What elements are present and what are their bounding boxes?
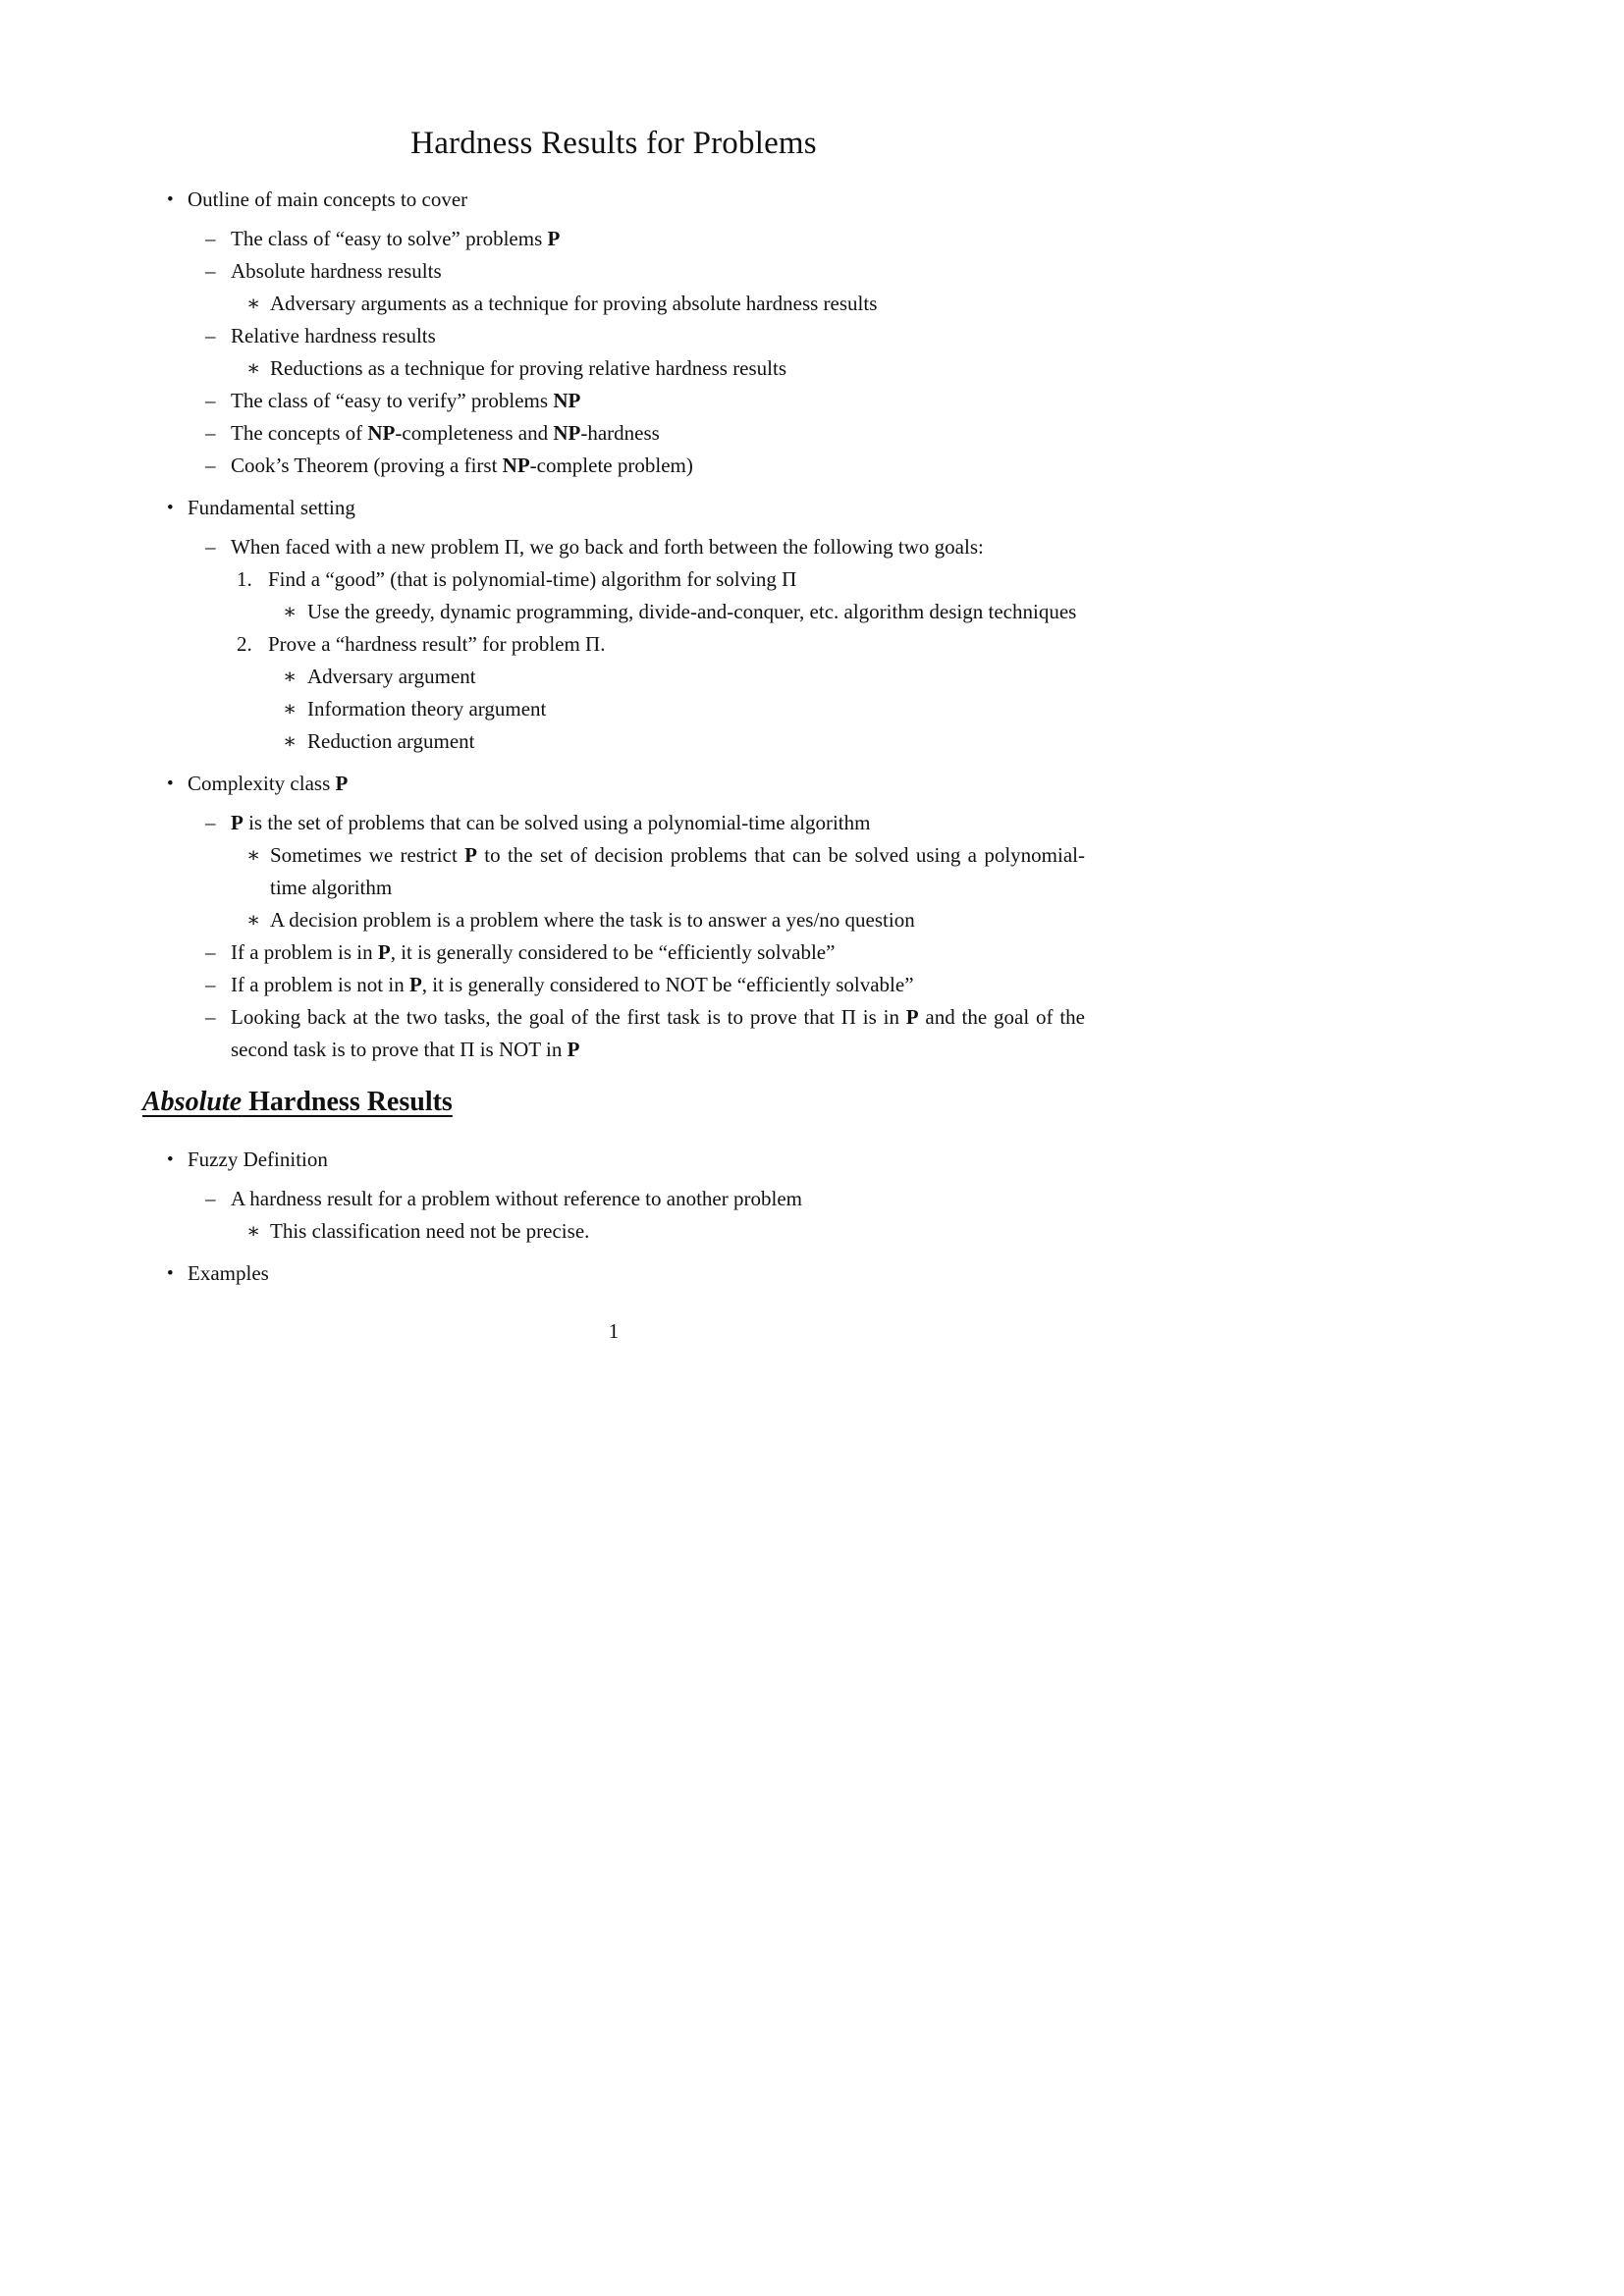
text-segment: Fuzzy Definition (188, 1148, 328, 1171)
list-item (142, 1257, 1085, 1290)
dash-marker: – (205, 421, 216, 445)
item-text (231, 259, 442, 283)
list-item (142, 807, 1085, 839)
text-segment: Information theory argument (307, 697, 547, 721)
page-number: 1 (608, 1319, 620, 1343)
list-item (142, 1183, 1085, 1215)
dash-marker: – (205, 454, 216, 477)
item-text (188, 496, 355, 519)
text-segment: When faced with a new problem Π, we go back and forth between the following two goals: (231, 535, 984, 559)
text-segment: P (231, 811, 244, 834)
text-segment: Relative hardness results (231, 324, 436, 347)
item-number: 2. (237, 632, 252, 656)
dash-marker: – (205, 973, 216, 996)
item-text (270, 292, 877, 315)
bullet-marker: • (167, 498, 174, 518)
text-segment: Find a “good” (that is polynomial-time) algorithm for solving Π (268, 567, 797, 591)
text-segment: Use the greedy, dynamic programming, divide-and-conquer, etc. algorithm design techniques (307, 600, 1077, 623)
item-text (231, 940, 835, 964)
list-item (142, 184, 1085, 216)
text-segment: A hardness result for a problem without reference to another problem (231, 1187, 802, 1210)
dash-marker: – (205, 324, 216, 347)
list-item (142, 936, 1085, 969)
list-item (142, 492, 1085, 524)
text-segment: The concepts of (231, 421, 368, 445)
text-segment: is the set of problems that can be solved using a polynomial-time algorithm (243, 811, 871, 834)
list-item (142, 1215, 1085, 1248)
text-segment: , it is generally considered to NOT be “efficiently solvable” (421, 973, 914, 996)
list-item (142, 1144, 1085, 1176)
item-text (270, 356, 786, 380)
item-text (270, 1219, 589, 1243)
dash-marker: – (205, 227, 216, 250)
item-text (307, 729, 475, 753)
text-segment: and the goal of the second task is to prove that Π is NOT in (231, 1005, 1085, 1061)
item-text (307, 665, 476, 688)
dash-marker: – (205, 535, 216, 559)
text-segment: Adversary argument (307, 665, 476, 688)
list-item (142, 223, 1085, 255)
item-text (231, 1005, 1085, 1061)
text-segment: Looking back at the two tasks, the goal of the first task is to prove that Π is in (231, 1005, 906, 1029)
item-text (231, 973, 914, 996)
item-text (270, 843, 1085, 899)
item-text (231, 535, 984, 559)
text-segment: Examples (188, 1261, 269, 1285)
text-segment: NP (502, 454, 530, 477)
list-item (142, 288, 1085, 320)
dash-marker: – (205, 259, 216, 283)
text-segment: P (567, 1038, 580, 1061)
section-heading (142, 1086, 1085, 1118)
text-segment: Absolute hardness results (231, 259, 442, 283)
dash-marker: – (205, 940, 216, 964)
text-segment: -hardness (580, 421, 660, 445)
text-segment: The class of “easy to solve” problems (231, 227, 548, 250)
text-segment: -completeness and (395, 421, 554, 445)
text-segment: Prove a “hardness result” for problem Π. (268, 632, 606, 656)
item-text (231, 454, 693, 477)
list-item (142, 255, 1085, 288)
text-segment: P (377, 940, 391, 964)
text-segment: P (905, 1005, 919, 1029)
text-segment: If a problem is not in (231, 973, 409, 996)
item-text (268, 567, 796, 591)
text-segment: Outline of main concepts to cover (188, 187, 468, 211)
asterisk-marker: ∗ (246, 356, 261, 380)
text-segment: P (464, 843, 477, 867)
text-segment: Reductions as a technique for proving relative hardness results (270, 356, 787, 380)
list-item (142, 725, 1085, 758)
list-item (142, 531, 1085, 563)
asterisk-marker: ∗ (283, 600, 298, 623)
bullet-marker: • (167, 774, 174, 794)
asterisk-marker: ∗ (246, 292, 261, 315)
asterisk-marker: ∗ (283, 697, 298, 721)
list-item (142, 839, 1085, 904)
text-segment: -complete problem) (529, 454, 693, 477)
text-segment: P (408, 973, 422, 996)
text-segment: Hardness Results (242, 1087, 453, 1117)
text-segment: The class of “easy to verify” problems (231, 389, 554, 412)
list-item (142, 417, 1085, 450)
text-segment: , it is generally considered to be “efficiently solvable” (390, 940, 836, 964)
list-item (142, 385, 1085, 417)
item-text (188, 1148, 328, 1171)
text-segment: Sometimes we restrict (270, 843, 465, 867)
list-item (142, 904, 1085, 936)
bullet-marker: • (167, 189, 174, 210)
item-text (307, 600, 1076, 623)
text-segment: P (547, 227, 561, 250)
asterisk-marker: ∗ (283, 729, 298, 753)
text-segment: If a problem is in (231, 940, 378, 964)
text-segment: P (335, 772, 349, 795)
item-text (307, 697, 546, 721)
text-segment: Fundamental setting (188, 496, 355, 519)
asterisk-marker: ∗ (283, 665, 298, 688)
item-text (188, 1261, 269, 1285)
text-segment: NP (553, 421, 581, 445)
text-segment: NP (367, 421, 396, 445)
list-item (142, 563, 1085, 596)
item-text (231, 811, 870, 834)
item-text (231, 324, 436, 347)
list-item (142, 596, 1085, 628)
text-segment: Adversary arguments as a technique for proving absolute hardness results (270, 292, 878, 315)
list-item (142, 661, 1085, 693)
dash-marker: – (205, 1187, 216, 1210)
list-item (142, 768, 1085, 800)
item-text (231, 1187, 802, 1210)
item-text (142, 1087, 453, 1117)
asterisk-marker: ∗ (246, 1219, 261, 1243)
item-text (188, 772, 348, 795)
text-segment: This classification need not be precise. (270, 1219, 590, 1243)
list-item (142, 628, 1085, 661)
item-number: 1. (237, 567, 252, 591)
dash-marker: – (205, 389, 216, 412)
item-text (231, 421, 660, 445)
bullet-marker: • (167, 1263, 174, 1284)
document-title: Hardness Results for Problems (410, 126, 817, 161)
document-content (142, 184, 1085, 1290)
text-segment: to the set of decision problems that can be solved using a polynomial-time algorithm (270, 843, 1085, 899)
list-item (142, 693, 1085, 725)
text-segment: Cook’s Theorem (proving a first (231, 454, 503, 477)
list-item (142, 450, 1085, 482)
text-segment: Absolute (142, 1087, 243, 1117)
item-text (270, 908, 915, 932)
list-item (142, 969, 1085, 1001)
list-item (142, 320, 1085, 352)
dash-marker: – (205, 811, 216, 834)
bullet-marker: • (167, 1149, 174, 1170)
text-segment: A decision problem is a problem where the task is to answer a yes/no question (270, 908, 915, 932)
asterisk-marker: ∗ (246, 843, 261, 867)
text-segment: Complexity class (188, 772, 336, 795)
list-item (142, 352, 1085, 385)
text-segment: Reduction argument (307, 729, 475, 753)
list-item (142, 1001, 1085, 1066)
item-text (268, 632, 605, 656)
asterisk-marker: ∗ (246, 908, 261, 932)
item-text (188, 187, 467, 211)
item-text (231, 227, 560, 250)
item-text (231, 389, 580, 412)
dash-marker: – (205, 1005, 216, 1029)
text-segment: NP (553, 389, 581, 412)
